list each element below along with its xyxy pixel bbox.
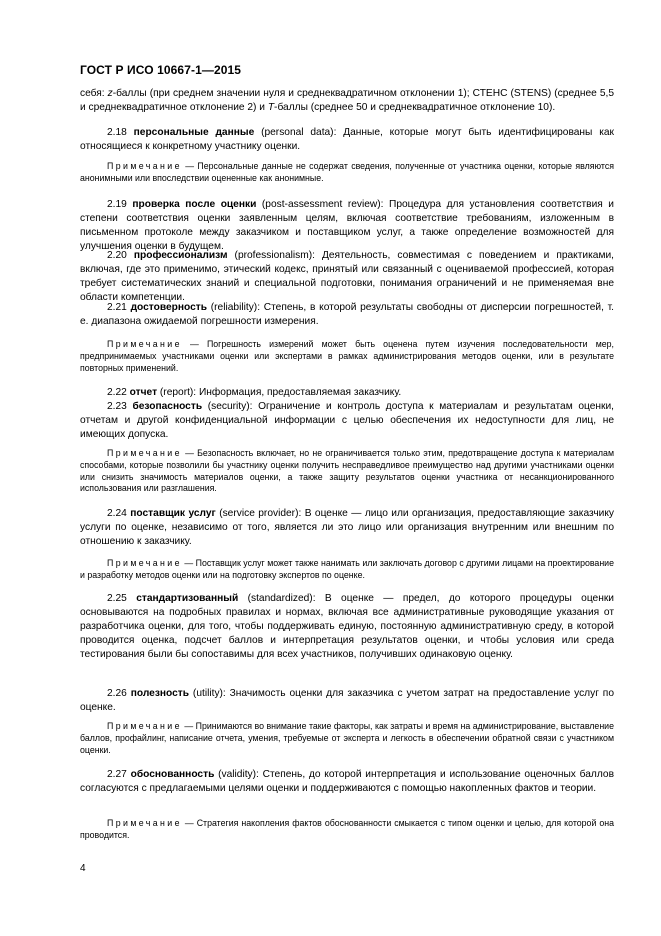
document-header: ГОСТ Р ИСО 10667-1—2015 <box>80 63 242 77</box>
term-2-27: 2.27 обоснованность (validity): Степень, до которой интерпретация и использование оценочных баллов согласуются с предлагаемыми целями оценки и поддерживаются с помощью накопленных фактов и теории. <box>80 769 614 794</box>
note-2-23: Примечание — Безопасность включает, но не ограничивается только этим, предотвращение доступа к материалам способами, которые позволили бы участнику оценки получить несправедливое преимущество над другими участниками оценки или снизить значимость материалов оценки, а также защиту результатов оценки участника от несанкционированного использования или разглашения. <box>80 448 614 494</box>
term-2-24: 2.24 поставщик услуг (service provider): В оценке — лицо или организация, предоставляющие заказчику услуги по оценке, независимо от того, является ли это лицо или организация внутренним или внешним по отношению к заказчику. <box>80 508 614 547</box>
term-2-26: 2.26 полезность (utility): Значимость оценки для заказчика с учетом затрат на предоставление услуг по оценке. <box>80 688 614 713</box>
note-2-21: Примечание — Погрешность измерений может быть оценена путем изучения последовательности мер, предпринимаемых участниками оценки или экспертами в рамках администрирования методов оценки, или в результате повторных применений. <box>80 339 614 373</box>
term-2-25: 2.25 стандартизованный (standardized): В оценке — предел, до которого процедуры оценки основываются на подробных правилах и нормах, включая все административные руководящие указания от разработчика оценки, для того, чтобы поддерживать единую, постоянную административную среду, в которой проводится оценка, подсчет баллов и интерпретация результатов оценки, и чтобы условия или среда тестирования были бы сопоставимы для всех участников, получивших одинаковую оценку. <box>80 593 614 660</box>
note-2-24: Примечание — Поставщик услуг может также нанимать или заключать договор с другими лицами на проектирование и разработку методов оценки или на подготовку экспертов по оценке. <box>80 558 614 580</box>
term-2-21: 2.21 достоверность (reliability): Степень, в которой результаты свободны от дисперсии погрешностей, т. е. диапазона ожидаемой погрешности измерения. <box>80 302 614 327</box>
term-2-22: 2.22 отчет (report): Информация, предоставляемая заказчику. <box>107 387 402 398</box>
page-number: 4 <box>80 863 86 874</box>
note-2-26: Примечание — Принимаются во внимание такие факторы, как затраты и время на администрирование, выставление баллов, профайлинг, написание отчета, умения, требуемые от эксперта и легкость в обеспечении обратной связи с участником оценки. <box>80 721 614 755</box>
note-2-18: Примечание — Персональные данные не содержат сведения, полученные от участника оценки, которые являются анонимными или впоследствии оцененные как анонимные. <box>80 161 614 183</box>
term-2-18: 2.18 персональные данные (personal data): Данные, которые могут быть идентифицированы как относящиеся к конкретному участнику оценки. <box>80 127 614 152</box>
term-2-23: 2.23 безопасность (security): Ограничение и контроль доступа к материалам и результатам оценки, отчетам и другой конфиденциальной информации с целью обеспечения их недоступности для лиц, не имеющих допуска. <box>80 401 614 440</box>
note-2-27: Примечание — Стратегия накопления фактов обоснованности смыкается с типом оценки и целью, для которой она проводится. <box>80 818 614 840</box>
term-2-20: 2.20 профессионализм (professionalism): Деятельность, совместимая с поведением и практиками, включая, где это применимо, этический кодекс, принятый или связанный с оцениваемой профессией, которая требует систематических знаний и специальной подготовки, понимания ограничений и не применяемая вне области компетенции. <box>80 250 614 303</box>
term-2-19: 2.19 проверка после оценки (post-assessment review): Процедура для установления соответствия и степени соответствия оценки заявленным целям, включая соответствие требованиям, изложенным в письменном протоколе между заказчиком и поставщиком услуг, а также определение возможностей для улучшения оценки в будущем. <box>80 199 614 252</box>
intro-continuation: себя: z-баллы (при среднем значении нуля и среднеквадратичном отклонении 1); СТЕНС (STENS) (среднее 5,5 и среднеквадратичное отклонение 2) и T-баллы (среднее 50 и среднеквадратичное отклонение 10). <box>80 88 615 113</box>
